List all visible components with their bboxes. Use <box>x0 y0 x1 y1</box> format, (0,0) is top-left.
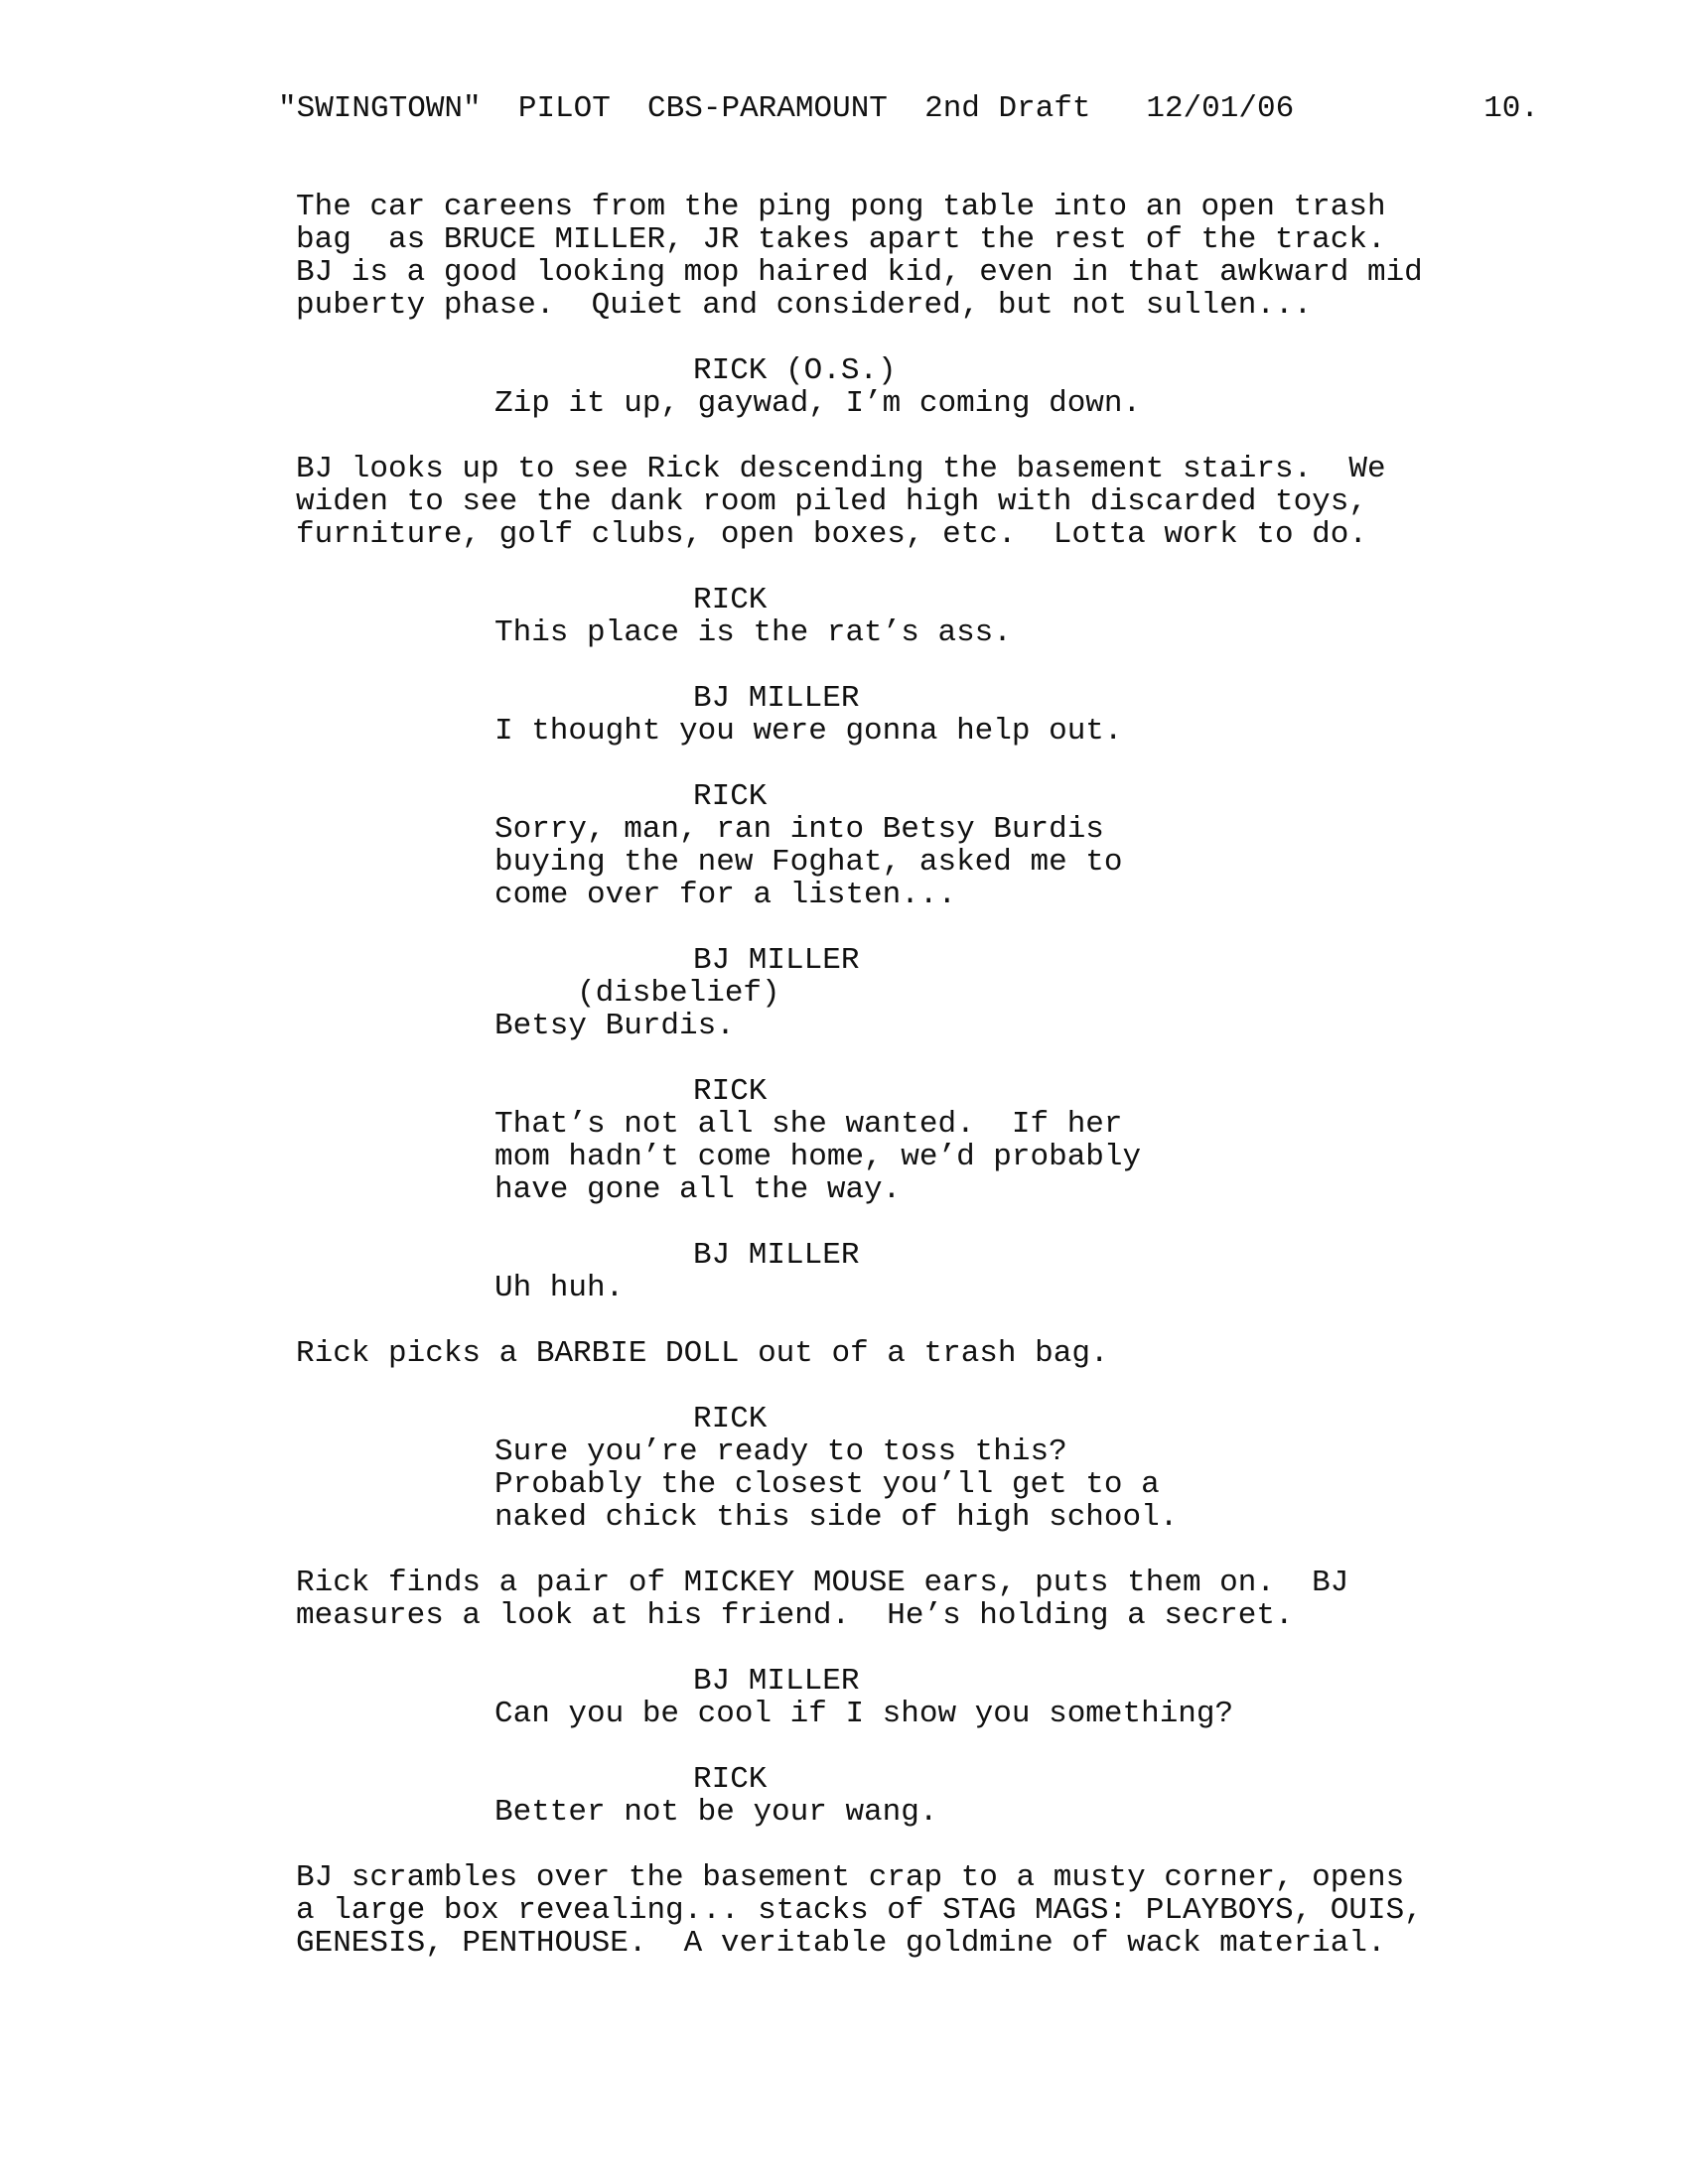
dialogue-line: Can you be cool if I show you something? <box>494 1697 1234 1731</box>
dialogue-line: Sure you’re ready to toss this? Probably the closest you’ll get to a naked chick this side of high school. <box>494 1434 1179 1535</box>
dialogue-line: I thought you were gonna help out. <box>494 714 1123 749</box>
page-number: 10. <box>1483 91 1539 126</box>
dialogue-line: Betsy Burdis. <box>494 1009 735 1043</box>
header-title: "SWINGTOWN" PILOT CBS-PARAMOUNT 2nd Draft 12/01/06 <box>278 91 1295 126</box>
parenthetical: (disbelief) <box>577 976 780 1011</box>
character-cue: RICK <box>693 1074 768 1109</box>
character-cue: RICK <box>693 1402 768 1436</box>
dialogue-line: Sorry, man, ran into Betsy Burdis buying the new Foghat, asked me to come over for a listen... <box>494 812 1123 912</box>
character-cue: BJ MILLER <box>693 943 860 978</box>
action-line: Rick picks a BARBIE DOLL out of a trash bag. <box>296 1336 1109 1371</box>
character-cue: RICK <box>693 1762 768 1797</box>
character-cue: RICK (O.S.) <box>693 353 897 388</box>
dialogue-line: This place is the rat’s ass. <box>494 615 1012 650</box>
script-body <box>296 191 1527 1992</box>
character-cue: BJ MILLER <box>693 1664 860 1699</box>
character-cue: BJ MILLER <box>693 1238 860 1273</box>
action-line: The car careens from the ping pong table into an open trash bag as BRUCE MILLER, JR takes apart the rest of the track. BJ is a good looking mop haired kid, even in that awkward mid puberty phase. Quiet and considered, but not sullen... <box>296 190 1423 323</box>
action-line: BJ looks up to see Rick descending the basement stairs. We widen to see the dank room piled high with discarded toys, furniture, golf clubs, open boxes, etc. Lotta work to do. <box>296 452 1386 552</box>
character-cue: BJ MILLER <box>693 681 860 716</box>
dialogue-line: Uh huh. <box>494 1271 625 1305</box>
dialogue-line: Better not be your wang. <box>494 1795 938 1830</box>
dialogue-line: That’s not all she wanted. If her mom hadn’t come home, we’d probably have gone all the way. <box>494 1107 1142 1207</box>
action-line: BJ scrambles over the basement crap to a musty corner, opens a large box revealing... stacks of STAG MAGS: PLAYBOYS, OUIS, GENESIS, PENTHOUSE. A veritable goldmine of wack material. <box>296 1860 1423 1961</box>
character-cue: RICK <box>693 583 768 617</box>
action-line: Rick finds a pair of MICKEY MOUSE ears, puts them on. BJ measures a look at his friend. He’s holding a secret. <box>296 1566 1349 1633</box>
character-cue: RICK <box>693 779 768 814</box>
dialogue-line: Zip it up, gaywad, I’m coming down. <box>494 386 1142 421</box>
page-header <box>278 91 1539 131</box>
